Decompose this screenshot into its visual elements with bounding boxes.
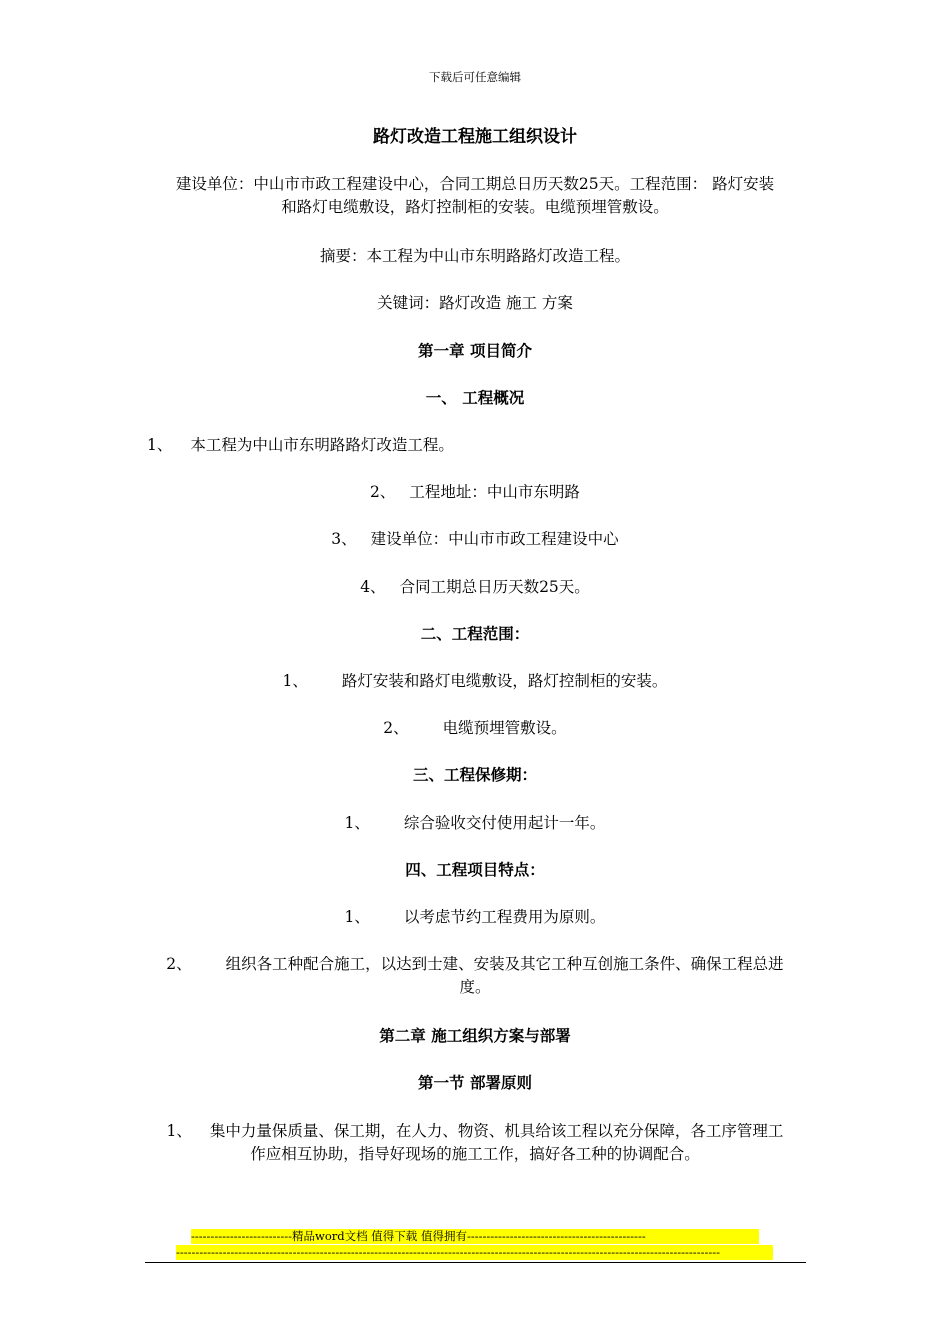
section-3-title: 三、工程保修期： xyxy=(412,765,537,784)
section-4-title: 四、工程项目特点： xyxy=(405,860,545,879)
item-text-continued: 度。 xyxy=(459,978,491,996)
item-text: 集中力量保质量、保工期，在人力、物资、机具给该工程以充分保障，各工序管理工 xyxy=(209,1122,784,1140)
item-number: 1、 xyxy=(147,436,173,454)
item-number: 1、 xyxy=(282,672,308,690)
section-1-title: 一、 工程概况 xyxy=(425,388,525,407)
intro-paragraph xyxy=(145,173,805,219)
header-note: 下载后可任意编辑 xyxy=(429,70,521,84)
item-number: 2、 xyxy=(370,483,396,501)
chapter-2-title: 第二章 施工组织方案与部署 xyxy=(379,1026,571,1045)
list-item xyxy=(0,906,950,928)
keywords: 关键词：路灯改造 施工 方案 xyxy=(377,294,573,312)
item-text: 组织各工种配合施工，以达到士建、安装及其它工种互创施工条件、确保工程总进 xyxy=(225,955,784,973)
list-item xyxy=(145,1120,805,1166)
list-item xyxy=(0,670,950,692)
footer-banner-line-2: -------------------------------------------------------------------------------------------------------------------------------------------- xyxy=(176,1245,773,1260)
list-item xyxy=(0,717,950,739)
item-number: 2、 xyxy=(383,719,409,737)
item-number: 3、 xyxy=(331,530,357,548)
item-text: 以考虑节约工程费用为原则。 xyxy=(403,908,606,926)
item-text: 建设单位：中山市市政工程建设中心 xyxy=(370,530,619,548)
abstract: 摘要：本工程为中山市东明路路灯改造工程。 xyxy=(319,247,630,265)
item-text-continued: 作应相互协助，指导好现场的施工工作，搞好各工种的协调配合。 xyxy=(250,1145,700,1163)
item-text: 本工程为中山市东明路路灯改造工程。 xyxy=(190,436,454,454)
item-text: 综合验收交付使用起计一年。 xyxy=(403,814,606,832)
section-2-1-title: 第一节 部署原则 xyxy=(418,1073,532,1092)
list-item xyxy=(0,576,950,598)
list-item xyxy=(147,434,454,456)
item-number: 1、 xyxy=(166,1122,192,1140)
list-item xyxy=(0,812,950,834)
chapter-1-title: 第一章 项目简介 xyxy=(418,341,532,360)
item-number: 4、 xyxy=(360,578,386,596)
list-item xyxy=(145,953,805,999)
item-text: 合同工期总日历天数25天。 xyxy=(399,578,590,596)
page-title: 路灯改造工程施工组织设计 xyxy=(373,127,577,147)
footer-banner-line-1: --------------------------精品word文档 值得下载 值得拥有---------------------------------------------- xyxy=(191,1229,759,1244)
section-2-title: 二、工程范围： xyxy=(420,624,530,643)
footer-divider xyxy=(145,1262,806,1263)
list-item xyxy=(0,481,950,503)
item-number: 2、 xyxy=(166,955,192,973)
item-number: 1、 xyxy=(344,814,370,832)
list-item xyxy=(0,528,950,550)
item-number: 1、 xyxy=(344,908,370,926)
intro-line-1: 建设单位：中山市市政工程建设中心，合同工期总日历天数25天。工程范围： 路灯安装 xyxy=(175,175,775,193)
item-text: 工程地址：中山市东明路 xyxy=(409,483,580,501)
intro-line-2: 和路灯电缆敷设，路灯控制柜的安装。电缆预埋管敷设。 xyxy=(281,198,669,216)
item-text: 电缆预埋管敷设。 xyxy=(442,719,567,737)
item-text: 路灯安装和路灯电缆敷设，路灯控制柜的安装。 xyxy=(341,672,668,690)
